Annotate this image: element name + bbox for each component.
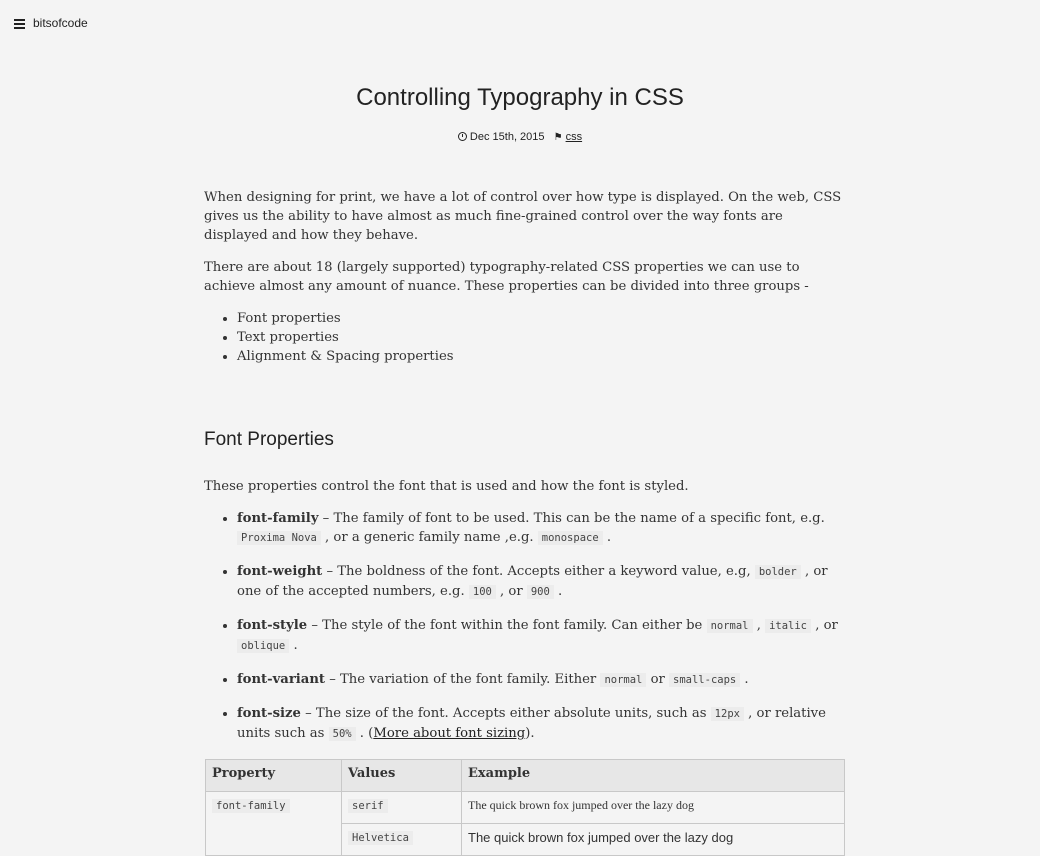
inline-code: monospace — [538, 531, 603, 545]
table-cell — [342, 824, 462, 856]
inline-code: font-family — [212, 799, 290, 813]
inline-code: small-caps — [669, 673, 740, 687]
column-header: Example — [462, 760, 845, 792]
property-text: or — [646, 672, 670, 687]
property-name: font-family — [237, 511, 319, 526]
inline-code: 50% — [329, 727, 356, 741]
section-intro: These properties control the font that is used and how the font is styled. — [204, 479, 689, 494]
article-title: Controlling Typography in CSS — [356, 84, 684, 111]
intro-paragraph-2: There are about 18 (largely supported) typography-related CSS properties we can use to achieve almost any amount of nuance. These properties can be divided into three groups - — [204, 260, 809, 294]
property-text: – The size of the font. Accepts either absolute units, such as — [300, 706, 711, 721]
property-text: . — [602, 530, 612, 545]
font-sizing-link[interactable]: More about font sizing — [373, 726, 526, 741]
inline-code: Helvetica — [348, 831, 413, 845]
list-item: • Alignment & Spacing properties — [237, 347, 844, 366]
list-item: • Font properties — [237, 309, 844, 328]
property-text: . — [289, 638, 298, 653]
list-item — [237, 562, 844, 602]
section-heading: Font Properties — [204, 429, 334, 450]
site-name-link[interactable]: bitsofcode — [33, 16, 88, 30]
top-bar — [14, 14, 88, 32]
list-item — [237, 616, 844, 656]
property-text: . ( — [355, 726, 374, 741]
table-cell — [206, 792, 342, 856]
clock-icon — [458, 132, 467, 141]
inline-code: normal — [600, 673, 646, 687]
property-name: font-weight — [237, 564, 323, 579]
list-item — [237, 509, 844, 548]
inline-code: 900 — [527, 585, 554, 599]
example-cell: The quick brown fox jumped over the lazy dog — [462, 792, 845, 824]
article-meta — [0, 131, 1040, 143]
inline-code: 12px — [711, 707, 744, 721]
property-text: . — [740, 672, 749, 687]
font-properties-list — [204, 509, 844, 758]
example-cell: The quick brown fox jumped over the lazy dog — [462, 824, 845, 856]
property-text: ). — [525, 726, 535, 741]
property-text: , or — [811, 618, 838, 633]
table-row — [206, 792, 845, 824]
column-header: Values — [342, 760, 462, 792]
property-groups-list — [204, 309, 844, 366]
property-text: , or — [495, 584, 527, 599]
column-header: Property — [206, 760, 342, 792]
tag-icon: ⚑ — [553, 132, 563, 143]
property-name: font-style — [237, 618, 308, 633]
inline-code: bolder — [755, 565, 801, 579]
property-text: – The style of the font within the font family. Can either be — [307, 618, 707, 633]
list-item — [237, 670, 844, 690]
property-name: font-size — [237, 706, 301, 721]
property-text: , or a generic family name ,e.g. — [320, 530, 538, 545]
post-date: Dec 15th, 2015 — [469, 131, 545, 143]
table-header-row — [206, 760, 845, 792]
property-text: , or relative units such as — [237, 706, 826, 741]
inline-code: normal — [707, 619, 753, 633]
property-name: font-variant — [237, 672, 326, 687]
article-body — [204, 188, 844, 366]
property-text: – The family of font to be used. This can be the name of a specific font, e.g. — [318, 511, 825, 526]
inline-code: Proxima Nova — [237, 531, 321, 545]
inline-code: oblique — [237, 639, 289, 653]
intro-paragraph-1: When designing for print, we have a lot of control over how type is displayed. On the web, CSS gives us the ability to have almost as much fine-grained control over the way fonts are displayed and how they behave. — [204, 190, 842, 243]
inline-code: italic — [765, 619, 811, 633]
font-properties-table — [205, 759, 845, 856]
property-text: , or one of the accepted numbers, e.g. — [237, 564, 828, 599]
property-text: – The boldness of the font. Accepts either a keyword value, e.g, — [322, 564, 755, 579]
hamburger-menu-icon[interactable] — [14, 19, 25, 28]
inline-code: serif — [348, 799, 388, 813]
list-item — [237, 704, 844, 744]
table-cell — [342, 792, 462, 824]
tag-link[interactable]: css — [565, 131, 583, 143]
property-text: – The variation of the font family. Either — [325, 672, 601, 687]
inline-code: 100 — [469, 585, 496, 599]
property-text: . — [553, 584, 563, 599]
property-text: , — [752, 618, 766, 633]
list-item: • Text properties — [237, 328, 844, 347]
